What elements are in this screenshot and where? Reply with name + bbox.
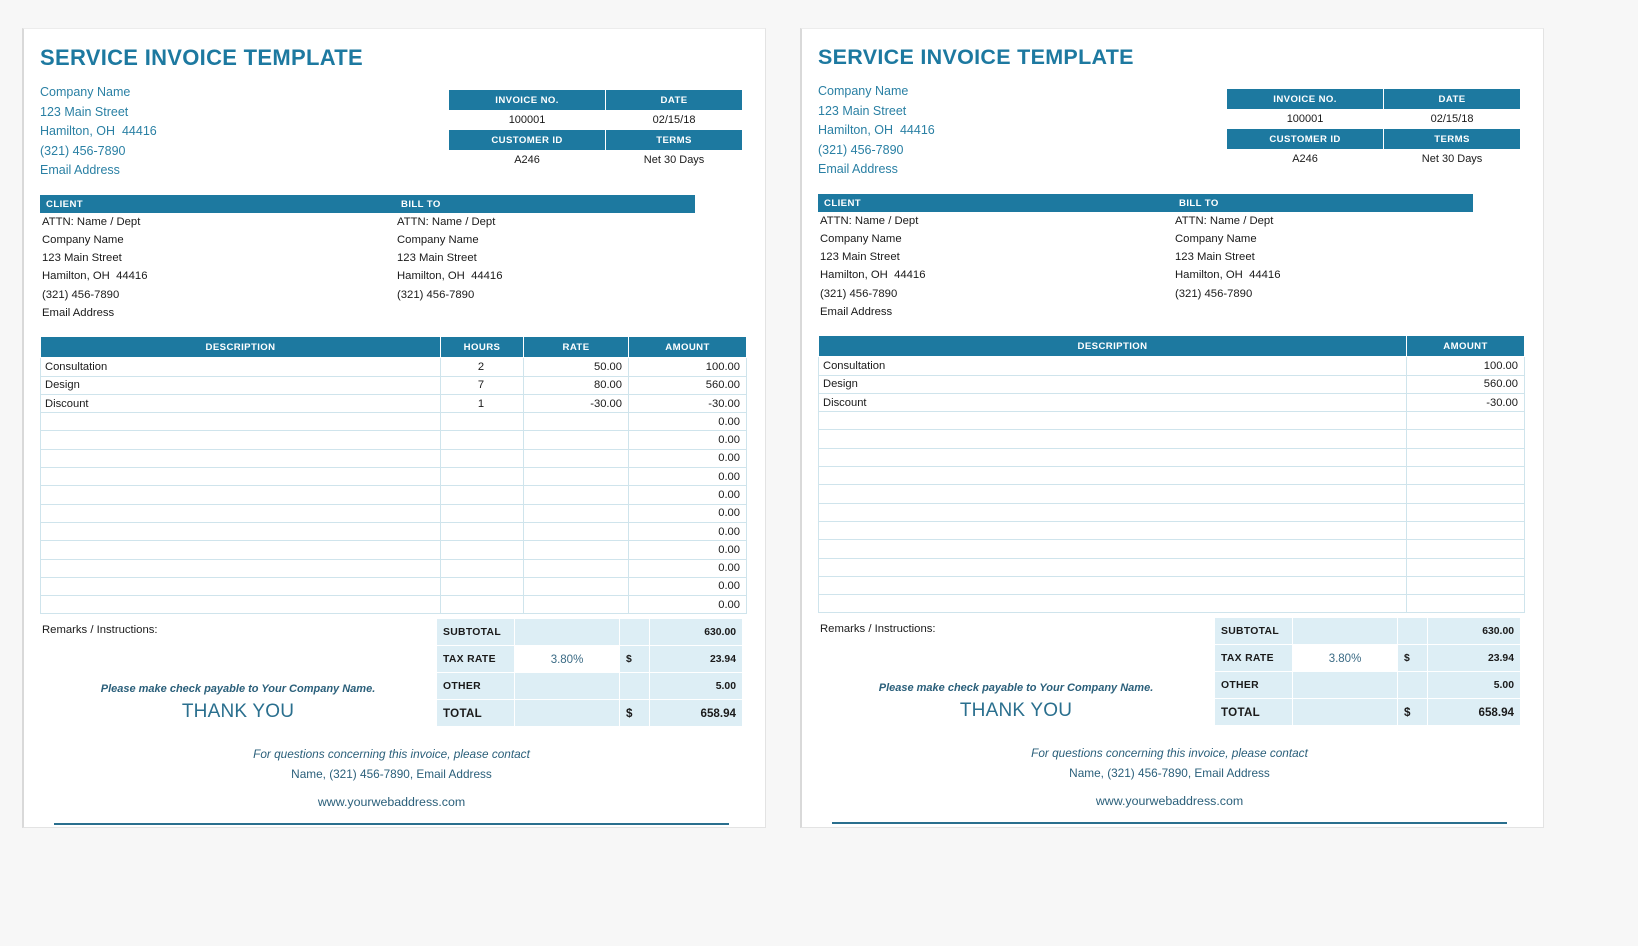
subtotal-spacer-1 — [515, 619, 620, 646]
terms-header: TERMS — [606, 130, 743, 151]
bill-to-header: BILL TO — [1173, 194, 1473, 212]
cell-rate[interactable] — [524, 522, 629, 540]
tax-amount-value: 23.94 — [1428, 645, 1521, 672]
subtotal-label: SUBTOTAL — [437, 619, 515, 646]
totals-table-left — [436, 618, 743, 727]
total-label: TOTAL — [437, 700, 515, 727]
cell-description[interactable] — [819, 540, 1407, 558]
cell-description[interactable] — [41, 577, 441, 595]
table-row[interactable] — [41, 376, 747, 394]
address-area-left — [40, 195, 743, 323]
cell-amount[interactable]: 0.00 — [629, 449, 747, 467]
invoice-card-left — [22, 28, 766, 828]
table-row[interactable] — [41, 468, 747, 486]
cell-description[interactable] — [41, 559, 441, 577]
subtotal-row — [1215, 618, 1521, 645]
subtotal-label: SUBTOTAL — [1215, 618, 1293, 645]
table-row[interactable] — [819, 503, 1525, 521]
total-value: 658.94 — [650, 700, 743, 727]
terms-value[interactable]: Net 30 Days — [606, 151, 743, 170]
total-row — [437, 700, 743, 727]
table-row[interactable] — [819, 430, 1525, 448]
other-spacer-1 — [1293, 672, 1398, 699]
table-row[interactable] — [41, 413, 747, 431]
company-phone: (321) 456-7890 — [818, 142, 904, 157]
cell-amount[interactable]: 0.00 — [629, 541, 747, 559]
cell-description[interactable] — [41, 449, 441, 467]
tax-rate-label: TAX RATE — [437, 646, 515, 673]
total-label: TOTAL — [1215, 699, 1293, 726]
line-items-body-right — [819, 357, 1525, 613]
line-items-header-row — [819, 336, 1525, 357]
cell-description[interactable] — [41, 431, 441, 449]
footer-divider-right — [832, 822, 1507, 824]
cell-rate[interactable] — [524, 596, 629, 614]
page-title-right: SERVICE INVOICE TEMPLATE — [818, 45, 1134, 69]
date-header: DATE — [606, 90, 743, 111]
tax-amount-value: 23.94 — [650, 646, 743, 673]
cell-amount[interactable]: 560.00 — [1407, 375, 1525, 393]
meta-header-row-1 — [449, 90, 743, 111]
cell-amount[interactable]: 100.00 — [1407, 357, 1525, 375]
client-phone: (321) 456-7890 — [820, 287, 898, 300]
cell-amount[interactable]: 0.00 — [629, 559, 747, 577]
cell-hours[interactable] — [441, 522, 524, 540]
cell-rate[interactable] — [524, 504, 629, 522]
meta-value-row-2 — [1227, 150, 1521, 169]
cell-hours[interactable]: 2 — [441, 358, 524, 376]
cell-hours[interactable] — [441, 541, 524, 559]
cell-amount[interactable] — [1407, 485, 1525, 503]
bill-to-block — [395, 195, 695, 323]
client-company: Company Name — [42, 233, 124, 246]
other-value[interactable]: 5.00 — [1428, 672, 1521, 699]
line-items-body-left — [41, 358, 747, 614]
cell-amount[interactable] — [1407, 467, 1525, 485]
meta-value-row-1 — [1227, 110, 1521, 129]
page-title-left: SERVICE INVOICE TEMPLATE — [40, 45, 363, 70]
table-row[interactable] — [819, 595, 1525, 613]
invoice-no-header: INVOICE NO. — [1227, 89, 1384, 110]
other-row — [1215, 672, 1521, 699]
total-value: 658.94 — [1428, 699, 1521, 726]
company-email: Email Address — [818, 162, 898, 176]
meta-header-row-2 — [1227, 129, 1521, 150]
cell-hours[interactable] — [441, 486, 524, 504]
cell-amount[interactable] — [1407, 448, 1525, 466]
footer-questions-line: For questions concerning this invoice, please contact — [253, 747, 530, 762]
invoice-header-right — [818, 82, 1521, 180]
total-spacer-1 — [515, 700, 620, 727]
company-street: 123 Main Street — [818, 103, 907, 118]
tax-rate-label: TAX RATE — [1215, 645, 1293, 672]
company-name: Company Name — [818, 84, 909, 98]
subtotal-spacer-2 — [1398, 618, 1428, 645]
other-spacer-2 — [1398, 672, 1428, 699]
cell-description[interactable] — [41, 486, 441, 504]
company-email: Email Address — [40, 163, 120, 177]
cell-description[interactable] — [41, 413, 441, 431]
client-email: Email Address — [820, 305, 893, 318]
col-amount: AMOUNT — [1407, 336, 1525, 357]
cell-hours[interactable] — [441, 559, 524, 577]
other-spacer-1 — [515, 673, 620, 700]
bill-to-attn: ATTN: Name / Dept — [397, 215, 496, 228]
table-row[interactable] — [41, 577, 747, 595]
cell-hours[interactable] — [441, 413, 524, 431]
address-area-right — [818, 194, 1521, 322]
remarks-label: Remarks / Instructions: — [820, 623, 936, 636]
remarks-column-right — [818, 617, 1214, 722]
bill-to-company: Company Name — [397, 233, 479, 246]
invoice-footer-left — [40, 745, 743, 812]
bill-to-company: Company Name — [1175, 232, 1257, 245]
cell-description[interactable] — [41, 541, 441, 559]
meta-header-row-2 — [449, 130, 743, 151]
cell-rate[interactable]: 50.00 — [524, 358, 629, 376]
terms-header: TERMS — [1384, 129, 1521, 150]
subtotal-value: 630.00 — [1428, 618, 1521, 645]
cell-amount[interactable]: -30.00 — [1407, 393, 1525, 411]
other-label: OTHER — [437, 673, 515, 700]
company-city-state-zip: Hamilton, OH 44416 — [818, 123, 935, 137]
table-row[interactable] — [819, 393, 1525, 411]
cell-hours[interactable] — [441, 504, 524, 522]
cell-amount[interactable]: 560.00 — [629, 376, 747, 394]
customer-id-header: CUSTOMER ID — [449, 130, 606, 151]
cell-rate[interactable] — [524, 468, 629, 486]
company-block-left — [40, 83, 440, 181]
cell-amount[interactable]: 0.00 — [629, 504, 747, 522]
meta-value-row-1 — [449, 111, 743, 130]
table-row[interactable] — [41, 522, 747, 540]
footer-divider-left — [54, 823, 729, 825]
customer-id-header: CUSTOMER ID — [1227, 129, 1384, 150]
tax-rate-row — [437, 646, 743, 673]
cell-rate[interactable] — [524, 449, 629, 467]
cell-amount[interactable]: 0.00 — [629, 486, 747, 504]
total-currency-symbol: $ — [1398, 699, 1428, 726]
date-value[interactable]: 02/15/18 — [606, 111, 743, 130]
line-items-table-right — [818, 335, 1525, 613]
cell-amount[interactable] — [1407, 540, 1525, 558]
cell-description[interactable] — [819, 485, 1407, 503]
line-items-header-row — [41, 337, 747, 358]
bill-to-phone: (321) 456-7890 — [1175, 287, 1253, 300]
cell-hours[interactable] — [441, 468, 524, 486]
tax-currency-symbol: $ — [620, 646, 650, 673]
invoice-footer-right — [818, 744, 1521, 811]
cell-hours[interactable] — [441, 449, 524, 467]
tax-rate-input[interactable]: 3.80% — [1293, 645, 1398, 672]
cell-amount[interactable] — [1407, 558, 1525, 576]
invoice-header-left — [40, 83, 743, 181]
cell-rate[interactable]: 80.00 — [524, 376, 629, 394]
remarks-label: Remarks / Instructions: — [42, 624, 158, 637]
cell-amount[interactable] — [1407, 521, 1525, 539]
cell-description[interactable]: Consultation — [41, 358, 441, 376]
col-hours: HOURS — [441, 337, 524, 358]
invoice-no-value[interactable]: 100001 — [1227, 110, 1384, 129]
table-row[interactable] — [819, 521, 1525, 539]
cell-amount[interactable]: -30.00 — [629, 394, 747, 412]
bill-to-header: BILL TO — [395, 195, 695, 213]
remarks-column-left — [40, 618, 436, 723]
invoice-meta-table-left — [448, 89, 743, 170]
footer-contact-line: Name, (321) 456-7890, Email Address — [291, 767, 492, 782]
cell-amount[interactable] — [1407, 503, 1525, 521]
cell-amount[interactable]: 0.00 — [629, 468, 747, 486]
table-row[interactable] — [819, 448, 1525, 466]
bill-to-attn: ATTN: Name / Dept — [1175, 214, 1274, 227]
date-header: DATE — [1384, 89, 1521, 110]
company-block-right — [818, 82, 1218, 180]
subtotal-value: 630.00 — [650, 619, 743, 646]
subtotal-spacer-1 — [1293, 618, 1398, 645]
col-description: DESCRIPTION — [41, 337, 441, 358]
client-city: Hamilton, OH 44416 — [820, 269, 926, 282]
other-value[interactable]: 5.00 — [650, 673, 743, 700]
cell-description[interactable]: Discount — [41, 394, 441, 412]
table-row[interactable] — [41, 559, 747, 577]
thank-you-text: THANK YOU — [181, 701, 295, 723]
thank-you-text: THANK YOU — [959, 700, 1073, 722]
client-block — [818, 194, 1173, 322]
tax-currency-symbol: $ — [1398, 645, 1428, 672]
col-description: DESCRIPTION — [819, 336, 1407, 357]
totals-table-right — [1214, 617, 1521, 726]
other-row — [437, 673, 743, 700]
table-row[interactable] — [41, 504, 747, 522]
cell-description[interactable]: Design — [41, 376, 441, 394]
cell-description[interactable]: Design — [819, 375, 1407, 393]
bill-to-block — [1173, 194, 1473, 322]
bill-to-city: Hamilton, OH 44416 — [397, 270, 503, 283]
table-row[interactable] — [41, 596, 747, 614]
bottom-area-left — [40, 618, 743, 727]
client-city: Hamilton, OH 44416 — [42, 270, 148, 283]
meta-value-row-2 — [449, 151, 743, 170]
table-row[interactable] — [819, 357, 1525, 375]
cell-amount[interactable]: 0.00 — [629, 431, 747, 449]
cell-hours[interactable] — [441, 596, 524, 614]
cell-description[interactable] — [819, 467, 1407, 485]
col-amount: AMOUNT — [629, 337, 747, 358]
col-rate: RATE — [524, 337, 629, 358]
client-block — [40, 195, 395, 323]
cell-hours[interactable] — [441, 431, 524, 449]
bill-to-phone: (321) 456-7890 — [397, 288, 475, 301]
company-name: Company Name — [40, 85, 131, 99]
bill-to-city: Hamilton, OH 44416 — [1175, 269, 1281, 282]
cell-description[interactable] — [41, 468, 441, 486]
cell-amount[interactable] — [1407, 412, 1525, 430]
bill-to-street: 123 Main Street — [397, 252, 477, 265]
cell-description[interactable] — [41, 504, 441, 522]
client-phone: (321) 456-7890 — [42, 288, 120, 301]
table-row[interactable] — [819, 412, 1525, 430]
line-items-table-left — [40, 336, 747, 614]
cell-description[interactable] — [41, 596, 441, 614]
table-row[interactable] — [41, 541, 747, 559]
cell-rate[interactable] — [524, 431, 629, 449]
payable-note: Please make check payable to Your Company Name. — [100, 683, 376, 696]
cell-hours[interactable]: 7 — [441, 376, 524, 394]
invoice-no-header: INVOICE NO. — [449, 90, 606, 111]
footer-website-line: www.yourwebaddress.com — [1095, 794, 1244, 809]
cell-amount[interactable]: 0.00 — [629, 413, 747, 431]
cell-amount[interactable] — [1407, 595, 1525, 613]
cell-hours[interactable]: 1 — [441, 394, 524, 412]
client-email: Email Address — [42, 306, 115, 319]
tax-rate-row — [1215, 645, 1521, 672]
cell-rate[interactable] — [524, 541, 629, 559]
cell-description[interactable] — [819, 558, 1407, 576]
bottom-area-right — [818, 617, 1521, 726]
date-value[interactable]: 02/15/18 — [1384, 110, 1521, 129]
cell-description[interactable]: Discount — [819, 393, 1407, 411]
footer-questions-line: For questions concerning this invoice, please contact — [1031, 746, 1308, 761]
invoice-no-value[interactable]: 100001 — [449, 111, 606, 130]
client-attn: ATTN: Name / Dept — [820, 214, 919, 227]
customer-id-value[interactable]: A246 — [1227, 150, 1384, 169]
client-street: 123 Main Street — [42, 252, 122, 265]
footer-contact-line: Name, (321) 456-7890, Email Address — [1069, 766, 1270, 781]
table-row[interactable] — [41, 486, 747, 504]
cell-description[interactable] — [819, 595, 1407, 613]
client-street: 123 Main Street — [820, 251, 900, 264]
table-row[interactable] — [819, 558, 1525, 576]
cell-description[interactable] — [819, 412, 1407, 430]
client-header: CLIENT — [40, 195, 395, 213]
cell-amount[interactable]: 0.00 — [629, 577, 747, 595]
cell-rate[interactable] — [524, 559, 629, 577]
terms-value[interactable]: Net 30 Days — [1384, 150, 1521, 169]
client-header: CLIENT — [818, 194, 1173, 212]
client-company: Company Name — [820, 232, 902, 245]
cell-description[interactable] — [819, 430, 1407, 448]
total-currency-symbol: $ — [620, 700, 650, 727]
cell-description[interactable] — [819, 503, 1407, 521]
bill-to-street: 123 Main Street — [1175, 251, 1255, 264]
cell-rate[interactable] — [524, 413, 629, 431]
cell-amount[interactable]: 0.00 — [629, 596, 747, 614]
cell-description[interactable] — [819, 521, 1407, 539]
cell-description[interactable]: Consultation — [819, 357, 1407, 375]
meta-header-row-1 — [1227, 89, 1521, 110]
table-row[interactable] — [819, 485, 1525, 503]
subtotal-spacer-2 — [620, 619, 650, 646]
subtotal-row — [437, 619, 743, 646]
other-label: OTHER — [1215, 672, 1293, 699]
cell-amount[interactable] — [1407, 576, 1525, 594]
cell-description[interactable] — [41, 522, 441, 540]
payable-note: Please make check payable to Your Company Name. — [878, 682, 1154, 695]
cell-description[interactable] — [819, 576, 1407, 594]
cell-hours[interactable] — [441, 577, 524, 595]
company-street: 123 Main Street — [40, 104, 129, 119]
cell-description[interactable] — [819, 448, 1407, 466]
company-city-state-zip: Hamilton, OH 44416 — [40, 124, 157, 138]
cell-rate[interactable] — [524, 577, 629, 595]
table-row[interactable] — [819, 540, 1525, 558]
cell-amount[interactable]: 100.00 — [629, 358, 747, 376]
table-row[interactable] — [41, 394, 747, 412]
tax-rate-input[interactable]: 3.80% — [515, 646, 620, 673]
customer-id-value[interactable]: A246 — [449, 151, 606, 170]
invoice-meta-table-right — [1226, 88, 1521, 169]
table-row[interactable] — [819, 576, 1525, 594]
footer-website-line: www.yourwebaddress.com — [317, 795, 466, 810]
total-row — [1215, 699, 1521, 726]
total-spacer-1 — [1293, 699, 1398, 726]
invoice-card-right — [800, 28, 1544, 828]
cell-rate[interactable]: -30.00 — [524, 394, 629, 412]
table-row[interactable] — [819, 375, 1525, 393]
table-row[interactable] — [41, 358, 747, 376]
other-spacer-2 — [620, 673, 650, 700]
client-attn: ATTN: Name / Dept — [42, 215, 141, 228]
cell-rate[interactable] — [524, 486, 629, 504]
company-phone: (321) 456-7890 — [40, 143, 126, 158]
table-row[interactable] — [41, 431, 747, 449]
table-row[interactable] — [41, 449, 747, 467]
cell-amount[interactable]: 0.00 — [629, 522, 747, 540]
cell-amount[interactable] — [1407, 430, 1525, 448]
table-row[interactable] — [819, 467, 1525, 485]
